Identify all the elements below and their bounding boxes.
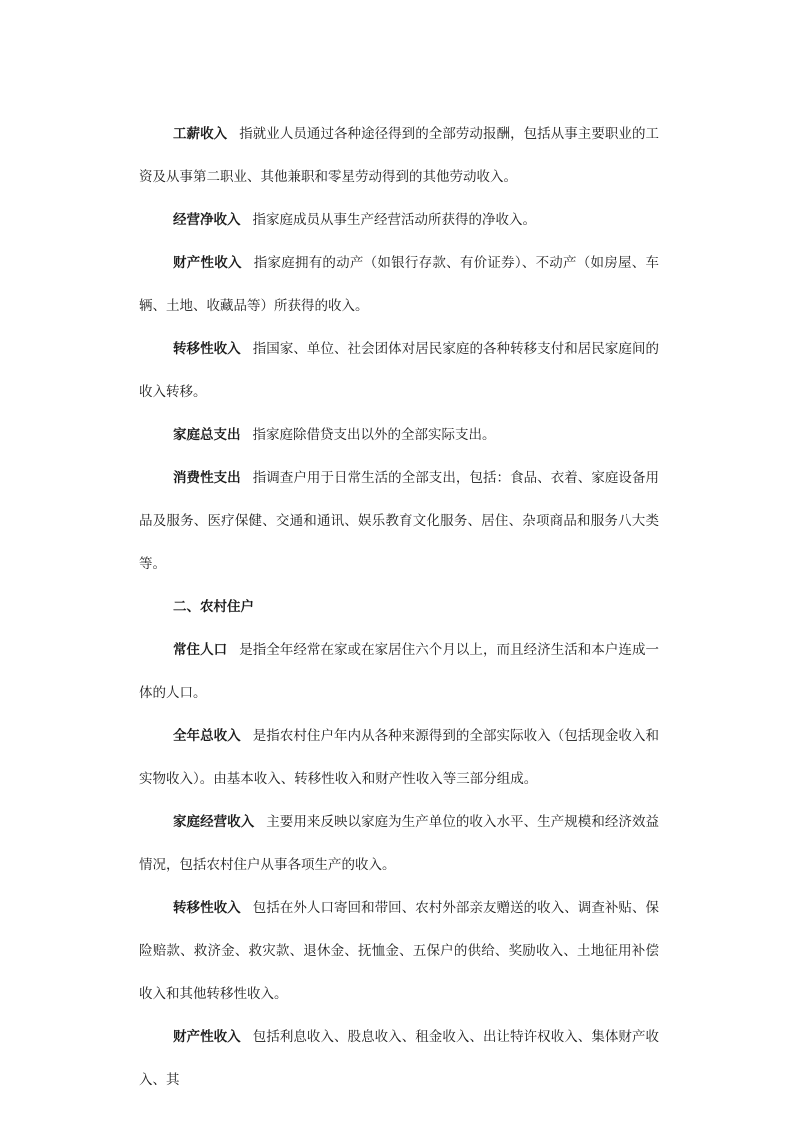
definition-paragraph bbox=[139, 715, 659, 801]
definition-term: 转移性收入 bbox=[173, 341, 241, 357]
definition-text: 指调查户用于日常生活的全部支出，包括：食品、衣着、家庭设备用品及服务、医疗保健、交通和通讯、娱乐教育文化服务、居住、杂项商品和服务八大类等。 bbox=[139, 470, 660, 572]
definition-paragraph bbox=[139, 887, 659, 1016]
definition-text: 是指全年经常在家或在家居住六个月以上，而且经济生活和本户连成一体的人口。 bbox=[139, 642, 660, 701]
definition-text: 主要用来反映以家庭为生产单位的收入水平、生产规模和经济效益情况，包括农村住户从事各项生产的收入。 bbox=[139, 814, 660, 873]
definition-text: 指国家、单位、社会团体对居民家庭的各种转移支付和居民家庭间的收入转移。 bbox=[139, 341, 660, 400]
definition-term: 全年总收入 bbox=[173, 728, 241, 744]
document-body bbox=[139, 113, 659, 1102]
definition-paragraph bbox=[139, 199, 659, 242]
definition-text: 包括利息收入、股息收入、租金收入、出让特许权收入、集体财产收入、其 bbox=[139, 1029, 660, 1088]
definition-term: 常住人口 bbox=[173, 642, 228, 658]
definition-text: 指家庭拥有的动产（如银行存款、有价证券）、不动产（如房屋、车辆、土地、收藏品等）所获得的收入。 bbox=[139, 255, 660, 314]
definition-term: 家庭经营收入 bbox=[173, 814, 255, 830]
definition-paragraph bbox=[139, 1016, 659, 1102]
definition-paragraph bbox=[139, 457, 659, 586]
definition-term: 经营净收入 bbox=[173, 212, 241, 228]
definition-term: 财产性收入 bbox=[173, 1029, 241, 1045]
definition-text: 指家庭成员从事生产经营活动所获得的净收入。 bbox=[252, 212, 536, 228]
definition-term: 财产性收入 bbox=[173, 255, 242, 271]
section-heading: 二、农村住户 bbox=[173, 599, 254, 615]
definition-term: 家庭总支出 bbox=[173, 427, 241, 443]
definition-text: 指家庭除借贷支出以外的全部实际支出。 bbox=[252, 427, 496, 443]
definition-paragraph bbox=[139, 113, 659, 199]
definition-term: 工薪收入 bbox=[173, 126, 228, 142]
definition-text: 包括在外人口寄回和带回、农村外部亲友赠送的收入、调查补贴、保险赔款、救济金、救灾款、退休金、抚恤金、五保户的供给、奖励收入、土地征用补偿收入和其他转移性收入。 bbox=[139, 900, 660, 1002]
definition-paragraph bbox=[139, 801, 659, 887]
definition-paragraph bbox=[139, 414, 659, 457]
definition-text: 是指农村住户年内从各种来源得到的全部实际收入（包括现金收入和实物收入）。由基本收入、转移性收入和财产性收入等三部分组成。 bbox=[139, 728, 660, 787]
definition-paragraph bbox=[139, 629, 659, 715]
definition-term: 消费性支出 bbox=[173, 470, 241, 486]
definition-paragraph bbox=[139, 328, 659, 414]
definition-paragraph bbox=[139, 242, 659, 328]
definition-term: 转移性收入 bbox=[173, 900, 241, 916]
definition-text: 指就业人员通过各种途径得到的全部劳动报酬，包括从事主要职业的工资及从事第二职业、其他兼职和零星劳动得到的其他劳动收入。 bbox=[139, 126, 660, 185]
